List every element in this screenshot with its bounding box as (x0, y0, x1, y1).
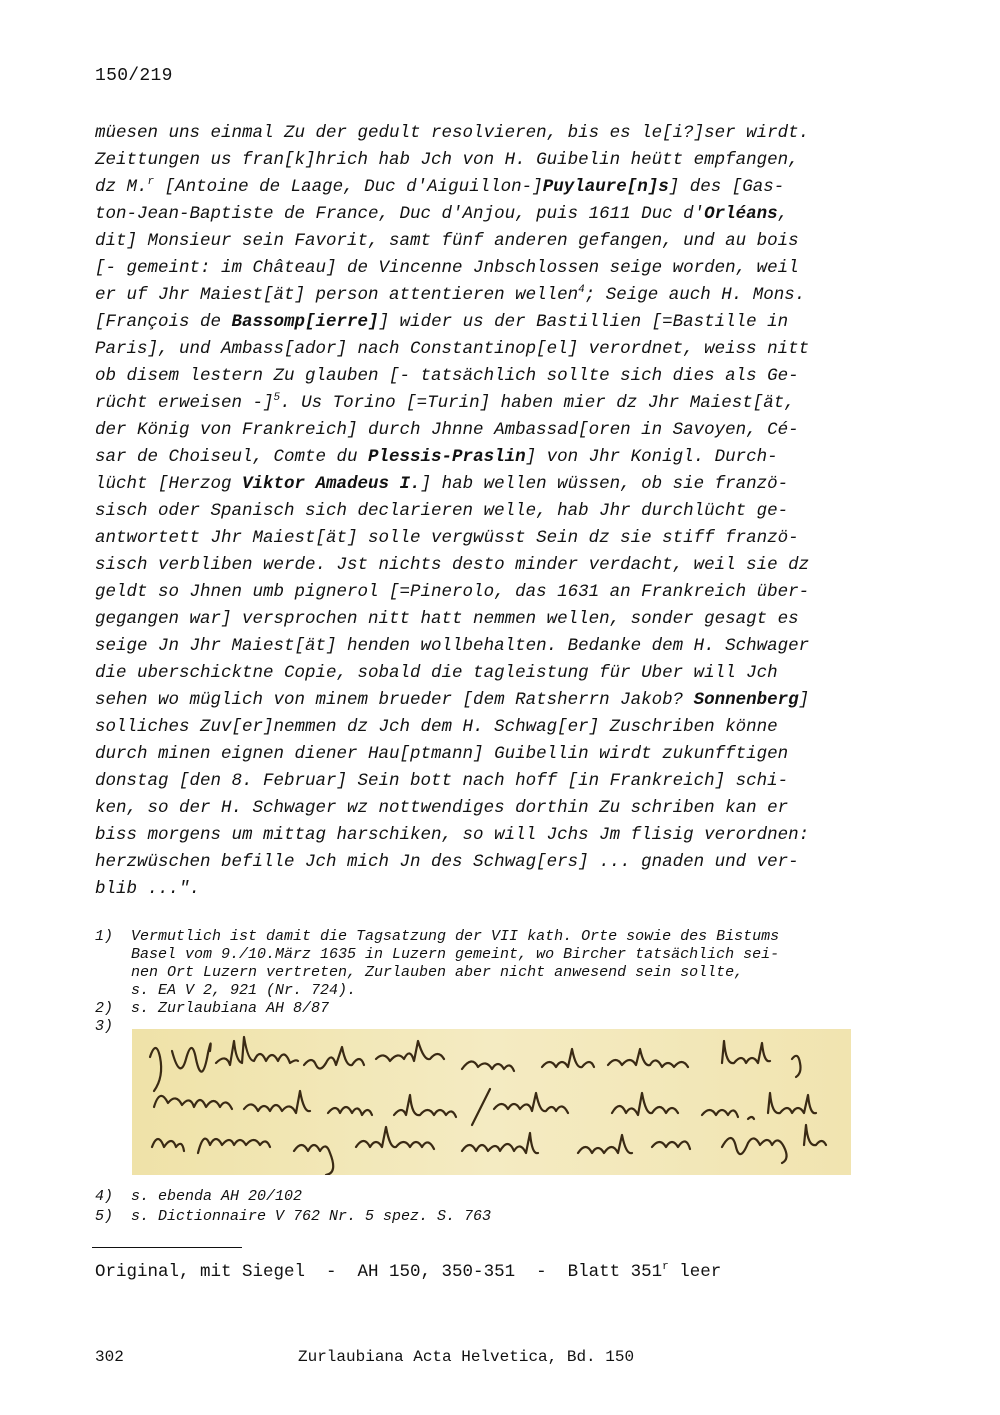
text-run: durch minen eignen diener Hau[ptmann] Guibellin wirdt zukunfftigen (95, 744, 789, 764)
text-run: gegangen war] versprochen nitt hatt nemmen wellen, sonder gesagt es (95, 609, 799, 629)
bold-name: Orléans (704, 204, 778, 224)
text-run: ] des [Gas- (668, 177, 785, 197)
handwriting-image (132, 1029, 851, 1175)
source-prefix: Original, mit Siegel - AH 150, 350-351 - Blatt 351 (95, 1262, 663, 1282)
bold-name: Bassomp[ierre] (231, 312, 379, 332)
body-line (95, 552, 865, 579)
body-line (95, 822, 865, 849)
text-run: er uf Jhr Maiest[ät] person attentieren wellen (95, 285, 579, 305)
body-line (95, 471, 865, 498)
text-run: antwortett Jhr Maiest[ät] solle vergwüsst Sein dz sie stiff franzö- (95, 528, 799, 548)
text-run: die uberschicktne Copie, sobald die tagleistung für Uber will Jch (95, 663, 778, 683)
source-sup: r (662, 1261, 669, 1274)
text-run: . Us Torino [=Turin] haben mier dz Jhr Maiest[ät, (280, 393, 795, 413)
superscript: 5 (273, 392, 281, 405)
body-line (95, 255, 865, 282)
text-run: ton-Jean-Baptiste de France, Duc d'Anjou, puis 1611 Duc d' (95, 204, 705, 224)
text-run: [Antoine de Laage, Duc d'Aiguillon-] (154, 177, 543, 197)
text-run: solliches Zuv[er]nemmen dz Jch dem H. Schwag[er] Zuschriben könne (95, 717, 778, 737)
text-run: [François de (95, 312, 232, 332)
text-run: lücht [Herzog (95, 474, 243, 494)
body-line (95, 336, 865, 363)
body-line (95, 849, 865, 876)
footnote-number: 5) (95, 1208, 114, 1225)
body-line (95, 606, 865, 633)
body-line (95, 201, 865, 228)
text-run: ] (798, 690, 810, 710)
footnote-text: s. Zurlaubiana AH 8/87 (131, 1000, 330, 1017)
body-line (95, 660, 865, 687)
footnote-number: 3) (95, 1018, 114, 1035)
page-counter: 150/219 (95, 66, 173, 86)
footnote-text: s. Dictionnaire V 762 Nr. 5 spez. S. 763 (131, 1208, 492, 1225)
text-run: ] hab wellen wüssen, ob sie franzö- (420, 474, 789, 494)
text-run: ; Seige auch H. Mons. (584, 285, 806, 305)
text-run: sisch oder Spanisch sich declarieren welle, hab Jhr durchlücht ge- (95, 501, 789, 521)
text-run: donstag [den 8. Februar] Sein bott nach hoff [in Frankreich] schi- (95, 771, 789, 791)
text-run: dit] Monsieur sein Favorit, samt fünf anderen gefangen, und au bois (95, 231, 799, 251)
body-line (95, 633, 865, 660)
text-run: [- gemeint: im Château] de Vincenne Jnbschlossen seige worden, weil (95, 258, 799, 278)
body-line (95, 498, 865, 525)
footnote-1 (95, 928, 875, 1000)
text-run: biss morgens um mittag harschiken, so will Jchs Jm flisig verordnen: (95, 825, 810, 845)
text-run: müesen uns einmal Zu der gedult resolvieren, bis es le[i?]ser wirdt. (95, 123, 810, 143)
text-run: dz M. (95, 177, 148, 197)
body-line (95, 768, 865, 795)
text-run: ob disem lestern Zu glauben [- tatsächlich sollte sich dies als Ge- (95, 366, 799, 386)
transcription-body (95, 120, 865, 903)
footnote-separator (92, 1247, 242, 1248)
body-line (95, 417, 865, 444)
text-run: sar de Choiseul, Comte du (95, 447, 369, 467)
body-line (95, 120, 865, 147)
text-run: ] von Jhr Konigl. Durch- (525, 447, 778, 467)
body-line (95, 714, 865, 741)
handwriting-alt-text: y. Wallinany arbrictun. / ongsten keyst der ordenlige bott / vor sonderhinnkomen, ich frage dorten ob / verdenfühung: hund / shni Jndenmann Armüfige Abander Königlichen Mayestät de (142, 1169, 237, 1170)
footnote-text: s. ebenda AH 20/102 (131, 1188, 303, 1205)
body-line (95, 579, 865, 606)
footer-page-number: 302 (95, 1348, 124, 1366)
body-line (95, 309, 865, 336)
source-suffix: leer (668, 1262, 722, 1282)
text-run: sehen wo müglich von minem brueder [dem Ratsherrn Jakob? (95, 690, 694, 710)
footnotes (95, 928, 875, 1036)
bold-name: Viktor Amadeus I. (242, 474, 421, 494)
handwriting-scan (132, 1029, 851, 1175)
body-line (95, 174, 865, 201)
body-line (95, 282, 865, 309)
footnote-2 (95, 1000, 875, 1018)
text-run: Zeittungen us fran[k]hrich hab Jch von H. Guibelin heütt empfangen, (95, 150, 799, 170)
body-line (95, 363, 865, 390)
footnote-4 (95, 1188, 302, 1206)
footnote-5 (95, 1208, 491, 1226)
superscript: 4 (578, 284, 585, 297)
text-run: der König von Frankreich] durch Jhnne Ambassad[oren in Savoyen, Cé- (95, 420, 799, 440)
text-run: ken, so der H. Schwager wz nottwendiges dorthin Zu schriben kan er (95, 798, 789, 818)
text-run: Paris], und Ambass[ador] nach Constantinop[el] verordnet, weiss nitt (95, 339, 810, 359)
body-line (95, 444, 865, 471)
text-run: blib ...". (95, 879, 201, 899)
bold-name: Sonnenberg (693, 690, 799, 710)
body-line (95, 876, 865, 903)
footnote-number: 4) (95, 1188, 114, 1205)
text-run: , (777, 204, 789, 224)
body-line (95, 741, 865, 768)
footer-title: Zurlaubiana Acta Helvetica, Bd. 150 (298, 1348, 635, 1366)
body-line (95, 147, 865, 174)
text-run: geldt so Jhnen umb pignerol [=Pinerolo, das 1631 an Frankreich über- (95, 582, 810, 602)
footnote-text: Vermutlich ist damit die Tagsatzung der VII kath. Orte sowie des Bistums Basel vom 9./10.März 1635 in Luzern gemeint, wo Bircher tatsächlich sei- nen Ort Luzern vertreten, Zurlauben aber nicht anwesend sein sollte, s. EA V 2, 921 (Nr. 724). (131, 928, 780, 999)
text-run: seige Jn Jhr Maiest[ät] henden wollbehalten. Bedanke dem H. Schwager (95, 636, 810, 656)
footnote-number: 1) (95, 928, 114, 945)
body-line (95, 390, 865, 417)
body-line (95, 525, 865, 552)
body-line (95, 687, 865, 714)
bold-name: Plessis-Praslin (368, 447, 526, 467)
text-run: sisch verbliben werde. Jst nichts desto minder verdacht, weil sie dz (95, 555, 810, 575)
footnote-number: 2) (95, 1000, 114, 1017)
text-run: rücht erweisen -] (95, 393, 274, 413)
superscript: r (147, 176, 155, 189)
text-run: herzwüschen befille Jch mich Jn des Schwag[ers] ... gnaden und ver- (95, 852, 799, 872)
body-line (95, 795, 865, 822)
source-line (95, 1262, 721, 1282)
text-run: ] wider us der Bastillien [=Bastille in (378, 312, 789, 332)
bold-name: Puylaure[n]s (542, 177, 669, 197)
body-line (95, 228, 865, 255)
